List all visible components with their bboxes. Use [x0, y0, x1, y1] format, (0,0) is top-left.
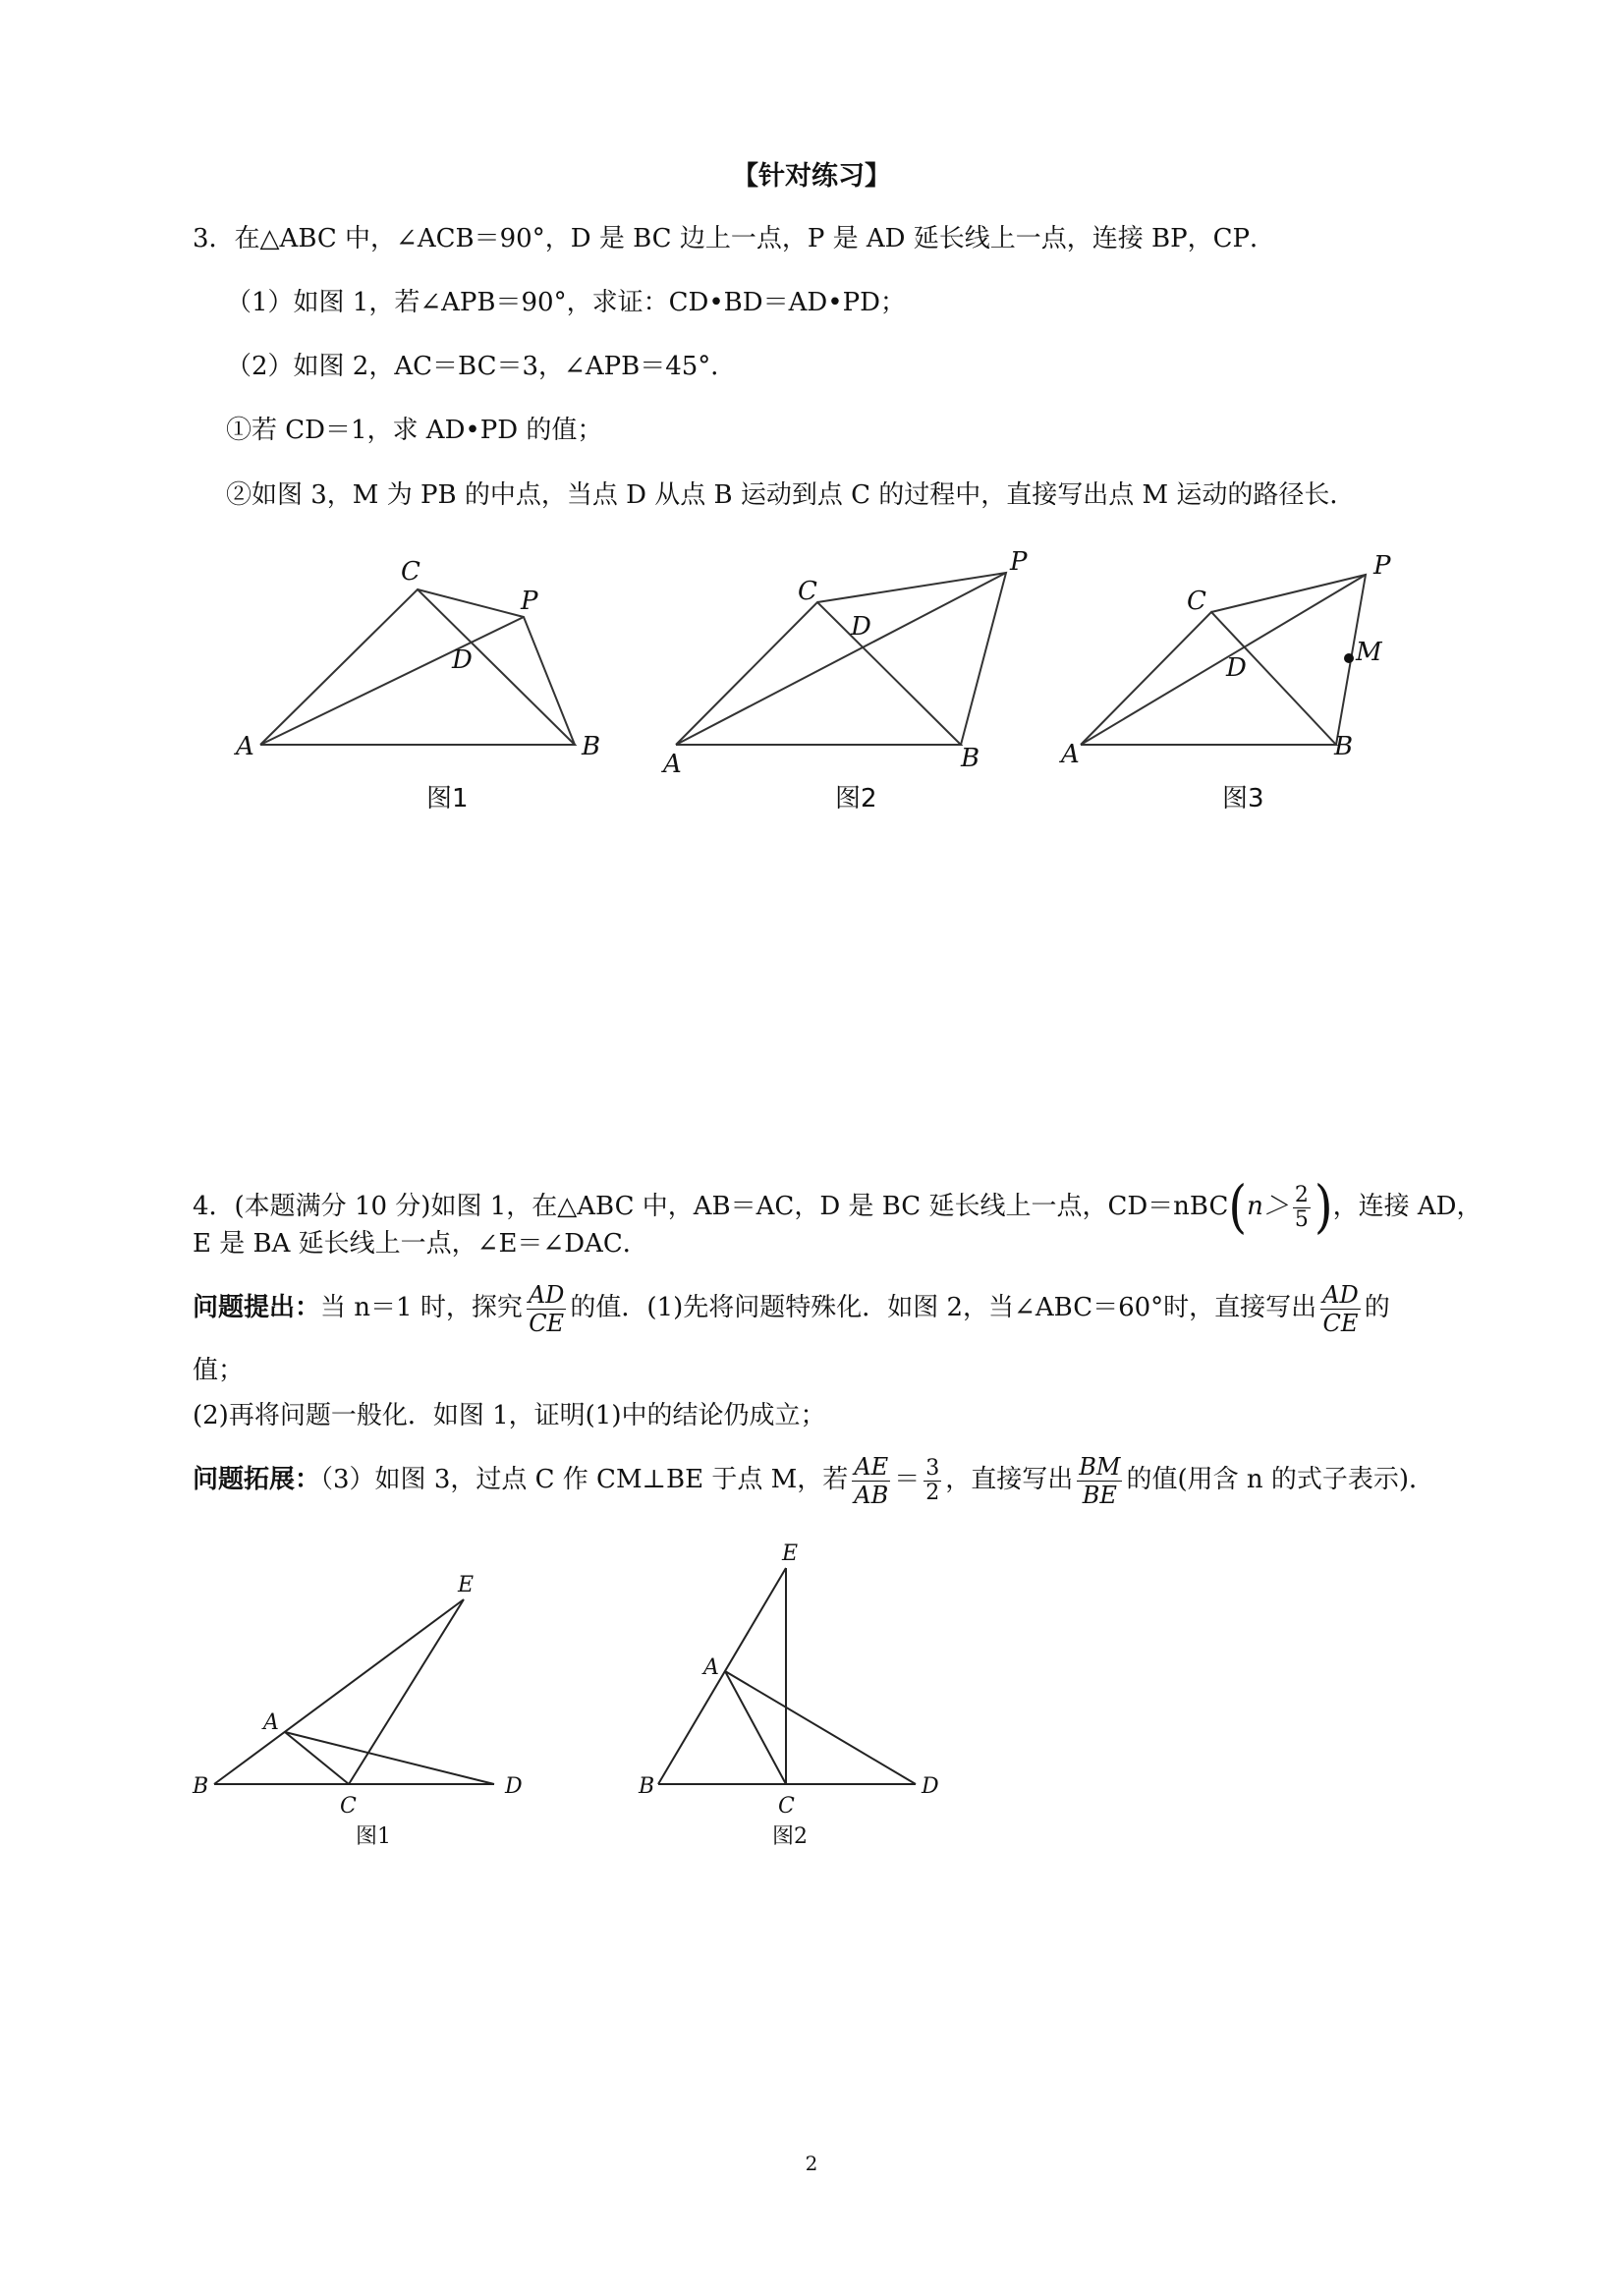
q4-fig1-label-a: A — [263, 1710, 279, 1735]
q4-frac-be: BE — [1082, 1481, 1117, 1509]
q4-equals: ＝ — [894, 1465, 921, 1494]
q3-part2-1: ①若 CD＝1，求 AD•PD 的值； — [226, 416, 603, 445]
q4-line6-a: （3）如图 3，过点 C 作 CM⊥BE 于点 M，若 — [320, 1465, 849, 1494]
q4-frac-ae: AE — [852, 1453, 890, 1482]
q4-line3 — [193, 1280, 1390, 1337]
q3-fig1-label-a: A — [236, 732, 254, 761]
q3-fig1-label-c: C — [401, 557, 420, 587]
q3-fig2-label-c: C — [798, 577, 817, 606]
q4-frac-ce: CE — [529, 1309, 565, 1337]
q4-frac-ad-2: AD — [1322, 1280, 1359, 1309]
q4-fig2-label-a: A — [703, 1655, 719, 1680]
q4-frac-ad: AD — [528, 1280, 565, 1309]
q4-fig1-caption: 图1 — [356, 1824, 391, 1849]
q3-fig3-caption: 图3 — [1222, 784, 1264, 813]
q4-line6-c: 的值(用含 n 的式子表示)． — [1126, 1465, 1435, 1494]
q3-fig3-label-a: A — [1061, 740, 1080, 769]
q3-fig3-label-c: C — [1187, 587, 1206, 616]
q3-fig3-label-d: D — [1226, 653, 1247, 683]
q4-question-label: 问题提出： — [193, 1293, 321, 1322]
q3-fig2-caption: 图2 — [835, 784, 877, 813]
q4-paren-open: ( — [1228, 1174, 1248, 1241]
q3-fig2-label-p: P — [1010, 547, 1028, 577]
q4-extension-label: 问题拓展： — [193, 1465, 321, 1494]
q4-frac-den: 5 — [1294, 1206, 1309, 1232]
q4-fig2-label-d: D — [922, 1774, 939, 1799]
q4-frac-ce-2: CE — [1322, 1309, 1359, 1337]
q4-line6-b: ，直接写出 — [945, 1465, 1074, 1494]
q4-frac-2: 2 — [925, 1480, 940, 1505]
q4-line5: (2)再将问题一般化．如图 1，证明(1)中的结论仍成立； — [193, 1401, 826, 1430]
q3-part2-2: ②如图 3，M 为 PB 的中点，当点 D 从点 B 运动到点 C 的过程中，直接写出点 M 运动的路径长． — [226, 480, 1356, 510]
q3-fig1-caption: 图1 — [426, 784, 469, 813]
q4-frac-bm: BM — [1079, 1452, 1121, 1481]
q3-fig3-ap — [1081, 575, 1366, 745]
q3-fig3-label-p: P — [1373, 551, 1391, 581]
q3-stem: 3．在△ABC 中，∠ACB＝90°，D 是 BC 边上一点，P 是 AD 延长线上一点，连接 BP，CP． — [193, 224, 1275, 253]
q4-fig1-label-d: D — [505, 1774, 523, 1799]
q4-line2: E 是 BA 延长线上一点，∠E＝∠DAC． — [193, 1229, 648, 1259]
q4-frac-ab: AB — [854, 1481, 889, 1509]
q3-figures — [0, 531, 1623, 825]
q4-fig2-be — [658, 1568, 786, 1784]
q3-fig1-label-d: D — [452, 645, 473, 675]
q4-fig1-label-e: E — [458, 1573, 475, 1597]
page-number: 2 — [805, 2152, 818, 2175]
q4-line4: 值； — [193, 1356, 245, 1385]
q4-fig2-label-c: C — [778, 1794, 795, 1819]
q4-fraction-ad-ce-2 — [1320, 1281, 1361, 1337]
q3-fig2-label-d: D — [851, 612, 871, 642]
q3-fig2-label-b: B — [961, 744, 980, 773]
q4-condition-n: n＞ — [1247, 1192, 1289, 1221]
q4-fig2-caption: 图2 — [772, 1824, 808, 1849]
q3-part2: （2）如图 2，AC＝BC＝3，∠APB＝45°． — [226, 352, 737, 381]
q4-fig1-be — [214, 1599, 464, 1784]
q4-fig1-label-b: B — [193, 1774, 209, 1799]
q4-line3-b: 的值．(1)先将问题特殊化．如图 2，当∠ABC＝60°时，直接写出 — [570, 1293, 1317, 1322]
q4-fig2-ad — [725, 1671, 916, 1784]
q4-figures — [0, 1533, 1623, 1827]
q3-fig3-triangle — [1081, 612, 1336, 745]
q3-fig3-label-b: B — [1334, 732, 1354, 761]
q4-fig1-label-c: C — [340, 1794, 357, 1819]
q4-frac-num: 2 — [1294, 1182, 1309, 1207]
q3-fig1-ap — [260, 617, 524, 745]
q4-line3-a: 当 n＝1 时，探究 — [320, 1293, 523, 1322]
q3-fig1-label-b: B — [582, 732, 601, 761]
q4-fraction-bm-be — [1077, 1453, 1122, 1509]
q4-fig2-label-e: E — [782, 1541, 799, 1566]
q3-part1: （1）如图 1，若∠APB＝90°，求证：CD•BD＝AD•PD； — [226, 288, 906, 317]
q4-fig2-label-b: B — [639, 1774, 655, 1799]
q4-fig1-ce — [349, 1599, 464, 1784]
q4-line6 — [193, 1452, 1434, 1509]
q4-line3-c: 的 — [1364, 1293, 1390, 1322]
q4-fraction-ad-ce — [527, 1281, 567, 1337]
q4-line1-text: 4．(本题满分 10 分)如图 1，在△ABC 中，AB＝AC，D 是 BC 延长线上一点，CD＝nBC — [193, 1192, 1229, 1221]
q4-line1-tail: ，连接 AD， — [1332, 1192, 1483, 1221]
q4-paren-close: ) — [1314, 1174, 1333, 1241]
q3-fig2-cp-pb — [817, 573, 1006, 745]
q3-fig3-point-m — [1344, 653, 1354, 663]
q3-fig2-label-a: A — [663, 750, 682, 779]
q3-fig3-label-m: M — [1356, 638, 1382, 667]
q4-frac-3: 3 — [925, 1455, 940, 1481]
q4-fraction-ae-ab — [852, 1453, 890, 1509]
q4-fraction-3-2 — [923, 1457, 941, 1505]
q3-fig1-label-p: P — [521, 587, 538, 616]
section-title: 【针对练习】 — [732, 161, 891, 192]
q4-fraction-2-5 — [1293, 1184, 1311, 1232]
